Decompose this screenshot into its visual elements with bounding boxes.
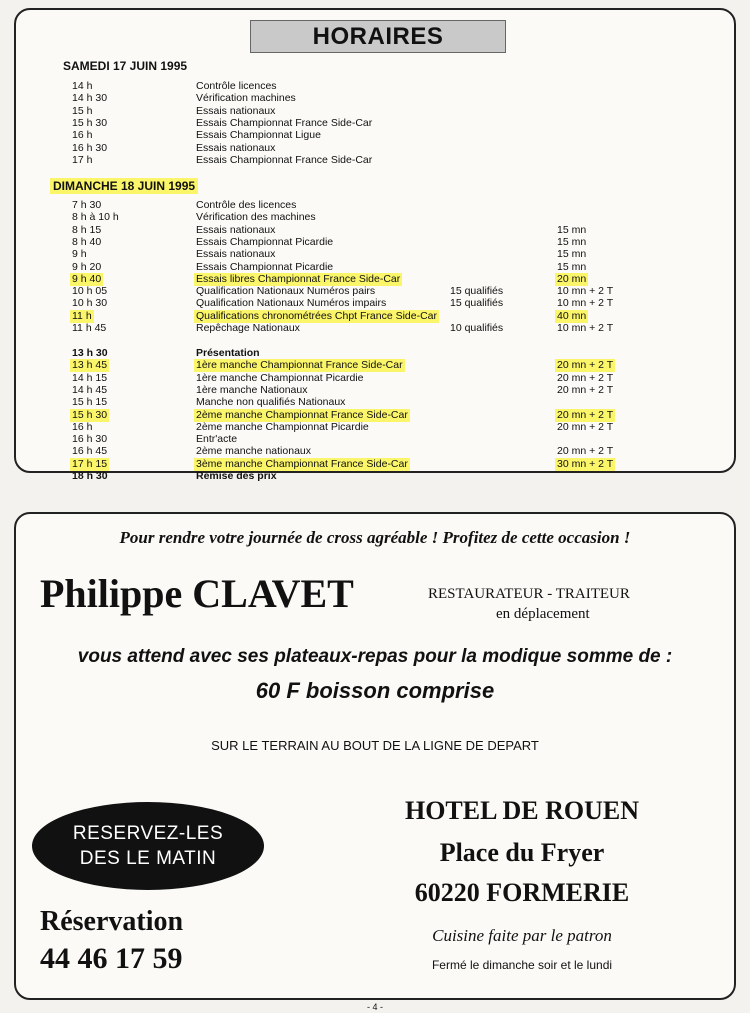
schedule-row — [70, 421, 720, 434]
schedule-duration: 40 mn — [557, 309, 587, 322]
schedule-event: Présentation — [196, 347, 260, 359]
sunday-heading: DIMANCHE 18 JUIN 1995 — [50, 178, 198, 194]
schedule-row — [70, 117, 720, 130]
schedule-qualified: 15 qualifiés — [450, 285, 504, 298]
schedule-duration: 10 mn + 2 T — [557, 322, 614, 334]
schedule-time: 7 h 30 — [72, 199, 102, 211]
schedule-event: 1ère manche Championnat Picardie — [196, 371, 364, 384]
schedule-time: 15 h 15 — [72, 396, 108, 409]
schedule-duration: 15 mn — [557, 260, 587, 273]
schedule-event: 1ère manche Nationaux — [196, 383, 308, 396]
schedule-row — [70, 129, 720, 142]
schedule-event: 2ème manche Championnat Picardie — [196, 420, 369, 433]
schedule-event: Essais nationaux — [196, 248, 276, 261]
schedule-event: Essais nationaux — [196, 104, 276, 117]
schedule-event: 2ème manche nationaux — [196, 445, 311, 458]
schedule-row — [70, 142, 720, 155]
schedule-time: 18 h 30 — [72, 470, 108, 482]
schedule-event: Qualifications chronométrées Chpt France Side-Car — [196, 309, 438, 322]
schedule-duration: 20 mn + 2 T — [557, 371, 614, 384]
schedule-time: 13 h 30 — [72, 347, 108, 359]
schedule-row — [70, 248, 720, 261]
schedule-time: 8 h à 10 h — [72, 211, 119, 224]
ad-role: RESTAURATEUR - TRAITEUR — [428, 586, 630, 602]
schedule-duration: 20 mn + 2 T — [557, 408, 614, 421]
schedule-time: 9 h 20 — [72, 260, 102, 273]
schedule-event: Essais Championnat France Side-Car — [196, 153, 373, 166]
schedule-time: 17 h 15 — [72, 457, 108, 470]
schedule-row — [70, 384, 720, 397]
ad-location: SUR LE TERRAIN AU BOUT DE LA LIGNE DE DEPART — [211, 738, 539, 753]
schedule-title: HORAIRES — [312, 22, 444, 50]
schedule-qualified: 15 qualifiés — [450, 297, 504, 310]
schedule-row — [70, 285, 720, 298]
schedule-time: 17 h — [72, 153, 93, 166]
schedule-row — [70, 322, 720, 335]
schedule-time: 11 h — [72, 309, 92, 322]
schedule-row — [70, 372, 720, 385]
schedule-row — [70, 199, 720, 212]
schedule-time: 9 h 40 — [72, 272, 102, 285]
saturday-heading: SAMEDI 17 JUIN 1995 — [63, 59, 188, 73]
schedule-event: Essais Championnat France Side-Car — [196, 116, 373, 129]
schedule-time: 11 h 45 — [72, 322, 107, 334]
hotel-city: 60220 FORMERIE — [414, 878, 630, 907]
schedule-event: Manche non qualifiés Nationaux — [196, 396, 346, 409]
schedule-row — [70, 310, 720, 323]
schedule-duration: 15 mn — [557, 248, 587, 261]
restaurant-ad-panel — [14, 512, 736, 1000]
schedule-event: Remise des prix — [196, 470, 277, 482]
schedule-time: 10 h 05 — [72, 285, 108, 298]
oval-line-2: DES LE MATIN — [79, 848, 217, 869]
schedule-time: 16 h 30 — [72, 433, 108, 446]
schedule-event: Contrôle licences — [196, 80, 277, 92]
schedule-row — [70, 154, 720, 167]
schedule-time: 16 h 30 — [72, 141, 108, 154]
page-number: - 4 - — [366, 1002, 383, 1012]
hotel-street: Place du Fryer — [439, 838, 605, 867]
schedule-event: Entr'acte — [196, 433, 238, 446]
schedule-row — [70, 470, 720, 483]
schedule-time: 8 h 40 — [72, 235, 102, 248]
schedule-duration: 20 mn + 2 T — [557, 420, 614, 433]
schedule-event: Essais nationaux — [196, 141, 276, 154]
hotel-closed: Fermé le dimanche soir et le lundi — [431, 958, 613, 972]
schedule-row — [70, 105, 720, 118]
schedule-qualified: 10 qualifiés — [450, 322, 504, 334]
schedule-event: Essais nationaux — [196, 223, 276, 236]
schedule-duration: 15 mn — [557, 223, 587, 236]
schedule-row — [70, 80, 720, 93]
schedule-row — [70, 396, 720, 409]
schedule-row — [70, 261, 720, 274]
ad-name: Philippe CLAVET — [40, 571, 354, 616]
schedule-row — [70, 211, 720, 224]
schedule-time: 14 h — [72, 80, 93, 92]
schedule-event: Essais libres Championnat France Side-Car — [196, 272, 401, 285]
schedule-row — [70, 458, 720, 471]
reservation-label: Réservation — [40, 906, 184, 937]
hotel-cuisine: Cuisine faite par le patron — [432, 926, 612, 945]
ad-offer: vous attend avec ses plateaux-repas pour la modique somme de : — [77, 646, 673, 667]
schedule-event: Qualification Nationaux Numéros pairs — [196, 285, 376, 298]
schedule-row — [70, 92, 720, 105]
schedule-row — [70, 273, 720, 286]
schedule-time: 14 h 45 — [72, 383, 108, 396]
schedule-time: 13 h 45 — [72, 359, 108, 372]
schedule-panel — [14, 8, 736, 482]
schedule-event: 1ère manche Championnat France Side-Car — [196, 359, 403, 372]
schedule-event: Qualification Nationaux Numéros impairs — [196, 297, 387, 310]
schedule-event: 3ème manche Championnat France Side-Car — [196, 457, 408, 470]
schedule-event: Contrôle des licences — [196, 199, 297, 211]
schedule-time: 9 h — [72, 248, 87, 261]
schedule-duration: 20 mn — [557, 272, 587, 285]
schedule-event: Essais Championnat Picardie — [196, 260, 334, 273]
schedule-event: Repêchage Nationaux — [196, 322, 300, 334]
schedule-row — [70, 359, 720, 372]
schedule-time: 14 h 15 — [72, 371, 108, 384]
reserve-oval — [32, 802, 264, 890]
schedule-row — [70, 445, 720, 458]
schedule-duration: 30 mn + 2 T — [557, 457, 614, 470]
schedule-time: 15 h 30 — [72, 408, 108, 421]
hotel-name: HOTEL DE ROUEN — [404, 796, 640, 825]
schedule-time: 16 h — [72, 129, 93, 142]
schedule-event: Vérification machines — [196, 92, 296, 105]
schedule-row — [70, 236, 720, 249]
oval-line-1: RESERVEZ-LES — [72, 823, 224, 844]
schedule-time: 15 h 30 — [72, 116, 108, 129]
ad-price: 60 F boisson comprise — [255, 678, 495, 703]
reservation-phone: 44 46 17 59 — [40, 942, 183, 975]
ad-role-sub: en déplacement — [496, 606, 590, 622]
schedule-duration: 20 mn + 2 T — [557, 445, 614, 458]
schedule-event: Vérification des machines — [196, 211, 316, 224]
schedule-title-bar — [250, 20, 506, 53]
schedule-event: Essais Championnat Ligue — [196, 129, 321, 142]
schedule-time: 8 h 15 — [72, 223, 102, 236]
schedule-duration: 20 mn + 2 T — [557, 359, 614, 372]
schedule-time: 16 h — [72, 420, 93, 433]
schedule-row — [70, 297, 720, 310]
schedule-duration: 10 mn + 2 T — [557, 285, 614, 298]
schedule-row — [70, 433, 720, 446]
schedule-time: 16 h 45 — [72, 445, 108, 458]
schedule-row — [70, 224, 720, 237]
schedule-duration: 15 mn — [557, 235, 587, 248]
schedule-duration: 10 mn + 2 T — [557, 297, 614, 310]
schedule-time: 10 h 30 — [72, 297, 108, 310]
schedule-row — [70, 409, 720, 422]
schedule-duration: 20 mn + 2 T — [557, 383, 614, 396]
schedule-time: 15 h — [72, 104, 93, 117]
schedule-row — [70, 347, 720, 360]
schedule-event: Essais Championnat Picardie — [196, 235, 334, 248]
ad-tagline: Pour rendre votre journée de cross agréable ! Profitez de cette occasion ! — [119, 528, 631, 547]
schedule-event: 2ème manche Championnat France Side-Car — [196, 408, 408, 421]
schedule-time: 14 h 30 — [72, 92, 108, 105]
